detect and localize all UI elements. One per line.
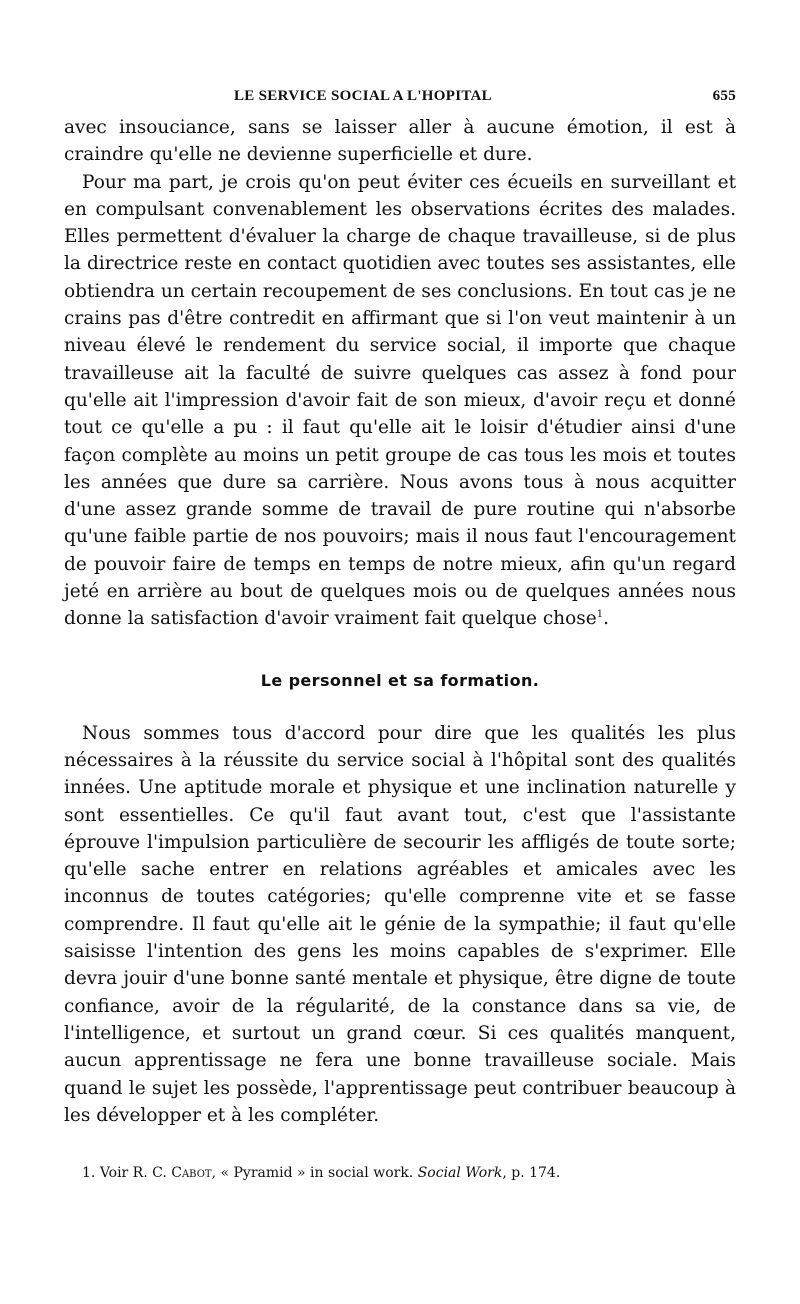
body-text xyxy=(64,114,736,1129)
footnote-suffix: , p. 174. xyxy=(502,1165,561,1182)
document-page xyxy=(64,88,736,1183)
paragraph-text: Pour ma part, je crois qu'on peut éviter ces écueils en surveillant et en compulsant convenablement les observations écrites des malades. Elles permettent d'évaluer la charge de chaque travailleuse, si de plus la directrice reste en contact quotidien avec toutes ses assistantes, elle obtiendra un certain recoupement de ses conclusions. En tout cas je ne crains pas d'être contredit en affirmant que si l'on veut maintenir à un niveau élevé le rendement du service social, il importe que chaque travailleuse ait la faculté de suivre quelques cas assez à fond pour qu'elle ait l'impression d'avoir fait de son mieux, d'avoir reçu et donné tout ce qu'elle a pu : il faut qu'elle ait le loisir d'étudier ainsi d'une façon complète au moins un petit groupe de cas tous les mois et toutes les années que dure sa carrière. Nous avons tous à nous acquitter d'une assez grande somme de travail de pure routine qui n'absorbe qu'une faible partie de nos pouvoirs; mais il nous faut l'encouragement de pouvoir faire de temps en temps de notre mieux, afin qu'un regard jeté en arrière au bout de quelques mois ou de quelques années nous donne la satisfaction d'avoir vraiment fait quelque chose xyxy=(64,171,736,630)
page-number: 655 xyxy=(712,88,736,104)
footnote xyxy=(64,1163,736,1183)
footnote-number: 1. xyxy=(82,1165,96,1182)
footnote-title: Social Work xyxy=(417,1165,503,1182)
section-heading: Le personnel et sa formation. xyxy=(260,670,540,690)
paragraph-continued: avec insouciance, sans se laisser aller à aucune émotion, il est à craindre qu'elle ne devienne superficielle et dure. xyxy=(64,117,736,166)
running-title: LE SERVICE SOCIAL A L'HOPITAL xyxy=(234,88,492,104)
paragraph: Nous sommes tous d'accord pour dire que les qualités les plus nécessaires à la réussite du service social à l'hôpital sont des qualités innées. Une aptitude morale et physique et une inclination naturelle y sont essentielles. Ce qu'il faut avant tout, c'est que l'assistante éprouve l'impulsion particulière de secourir les affligés de toute sorte; qu'elle sache entrer en relations agréables et amicales avec les inconnus de toutes catégories; qu'elle comprenne vite et se fasse comprendre. Il faut qu'elle ait le génie de la sympathie; il faut qu'elle saisisse l'intention des gens les moins capables de s'exprimer. Elle devra jouir d'une bonne santé mentale et physique, être digne de toute confiance, avoir de la régularité, de la constance dans sa vie, de l'intelligence, et surtout un grand cœur. Si ces qualités manquent, aucun apprentissage ne fera une bonne travailleuse sociale. Mais quand le sujet les possède, l'apprentissage peut contribuer beaucoup à les développer et à les compléter. xyxy=(64,722,736,1126)
footnote-prefix: Voir R. C. xyxy=(99,1165,167,1182)
footnote-quoted: , « Pyramid » in social work. xyxy=(211,1165,414,1182)
footnote-author: Cabot xyxy=(171,1165,212,1182)
footnote-reference: 1 xyxy=(596,609,604,621)
paragraph xyxy=(64,169,736,633)
running-head xyxy=(64,88,736,114)
paragraph-end: . xyxy=(603,608,609,630)
